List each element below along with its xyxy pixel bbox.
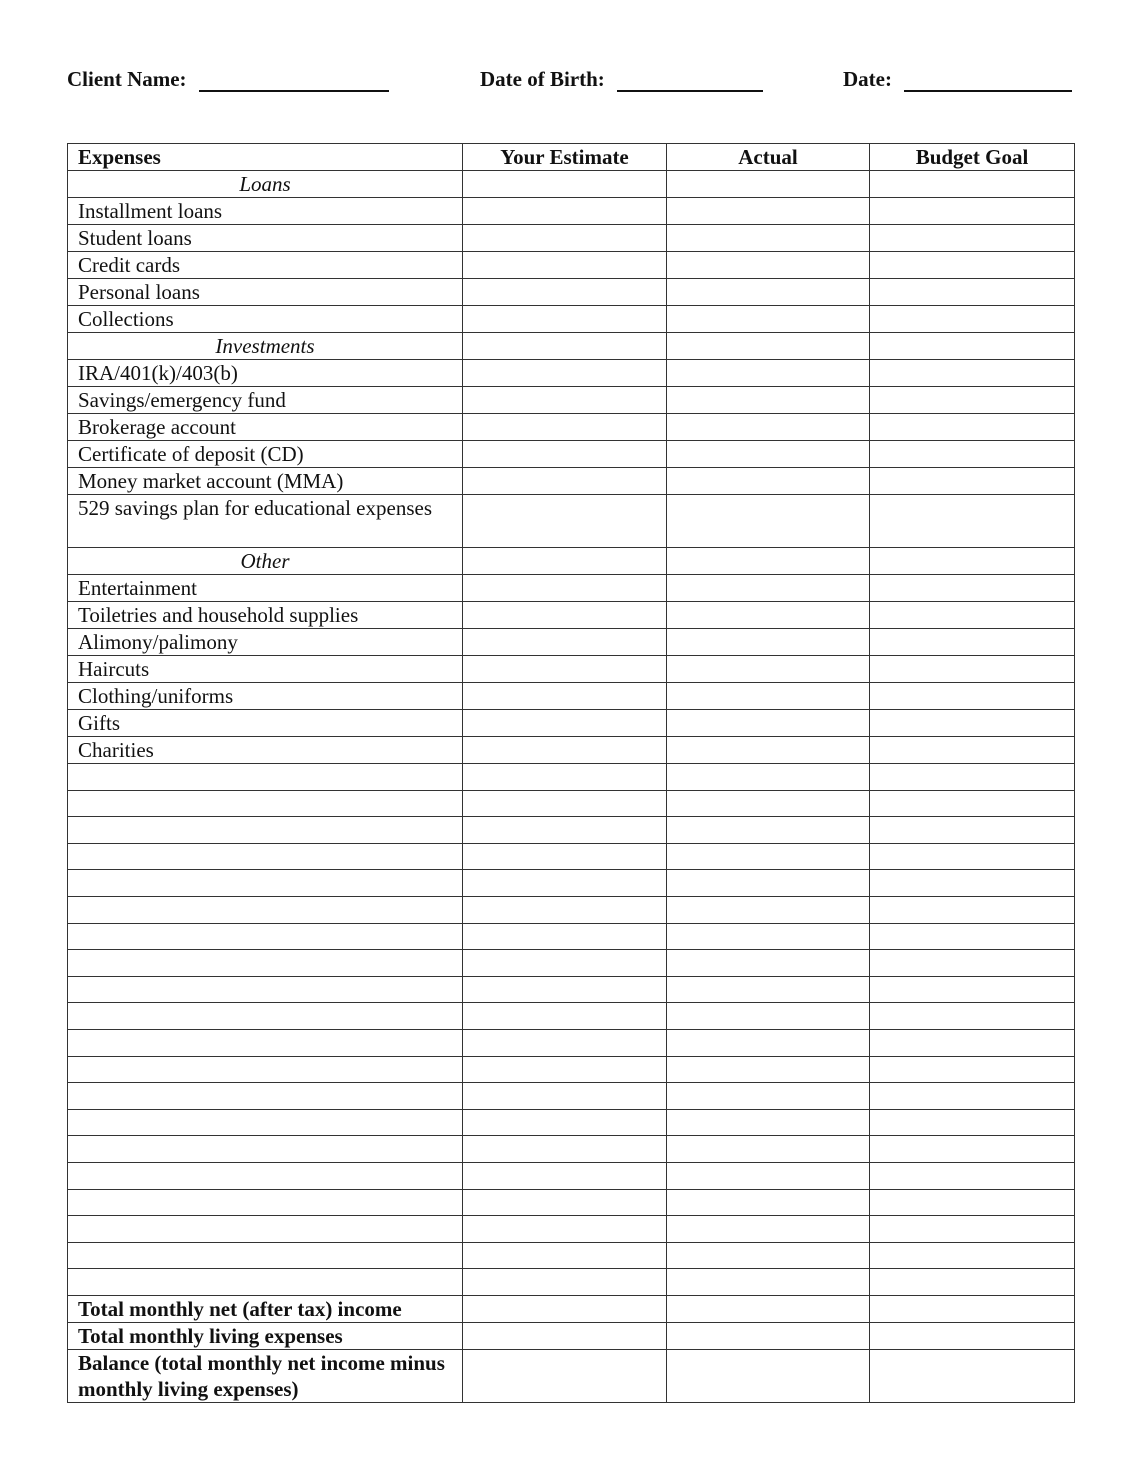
budget-goal-cell[interactable] <box>870 656 1075 683</box>
expense-label: Clothing/uniforms <box>68 683 463 710</box>
expense-label[interactable] <box>68 1269 463 1296</box>
budget-goal-cell[interactable] <box>870 1109 1075 1136</box>
your-estimate-cell[interactable] <box>463 1029 667 1056</box>
budget-goal-cell[interactable] <box>870 575 1075 602</box>
date-of-birth-blank[interactable] <box>617 66 763 92</box>
total-row <box>68 1322 1075 1349</box>
actual-cell[interactable] <box>667 360 870 387</box>
expense-label[interactable] <box>68 1216 463 1243</box>
your-estimate-cell[interactable] <box>463 198 667 225</box>
date-field <box>843 66 1072 92</box>
expense-label: Installment loans <box>68 198 463 225</box>
actual-cell[interactable] <box>667 225 870 252</box>
table-row <box>68 629 1075 656</box>
section-heading: Other <box>68 548 463 575</box>
budget-goal-cell[interactable] <box>870 306 1075 333</box>
your-estimate-cell[interactable] <box>463 976 667 1003</box>
your-estimate-cell[interactable] <box>463 414 667 441</box>
table-row <box>68 198 1075 225</box>
budget-goal-cell[interactable] <box>870 252 1075 279</box>
your-estimate-cell[interactable] <box>463 1109 667 1136</box>
table-row <box>68 737 1075 764</box>
your-estimate-cell[interactable] <box>463 1269 667 1296</box>
your-estimate-cell[interactable] <box>463 279 667 306</box>
actual-cell[interactable] <box>667 1349 870 1402</box>
your-estimate-cell[interactable] <box>463 1083 667 1110</box>
table-row <box>68 279 1075 306</box>
table-row <box>68 950 1075 977</box>
your-estimate-cell <box>463 171 667 198</box>
expense-label[interactable] <box>68 843 463 870</box>
budget-goal-cell[interactable] <box>870 198 1075 225</box>
table-row <box>68 1083 1075 1110</box>
expense-label: Total monthly living expenses <box>68 1322 463 1349</box>
expense-label: 529 savings plan for educational expenses <box>68 495 463 548</box>
expense-label: Haircuts <box>68 656 463 683</box>
budget-goal-cell[interactable] <box>870 468 1075 495</box>
budget-goal-cell[interactable] <box>870 279 1075 306</box>
actual-cell[interactable] <box>667 1029 870 1056</box>
budget-goal-cell[interactable] <box>870 870 1075 897</box>
expense-label[interactable] <box>68 950 463 977</box>
budget-goal-cell[interactable] <box>870 1216 1075 1243</box>
expense-label: Personal loans <box>68 279 463 306</box>
budget-goal-cell[interactable] <box>870 1295 1075 1322</box>
actual-cell[interactable] <box>667 387 870 414</box>
your-estimate-cell[interactable] <box>463 1349 667 1402</box>
your-estimate-cell[interactable] <box>463 225 667 252</box>
expense-label: Money market account (MMA) <box>68 468 463 495</box>
column-header-budget-goal: Budget Goal <box>870 144 1075 171</box>
your-estimate-cell[interactable] <box>463 656 667 683</box>
your-estimate-cell[interactable] <box>463 790 667 817</box>
budget-table <box>67 143 1075 1403</box>
table-row <box>68 1136 1075 1163</box>
date-of-birth-field <box>480 66 763 92</box>
total-row <box>68 1295 1075 1322</box>
budget-goal-cell[interactable] <box>870 1269 1075 1296</box>
actual-cell[interactable] <box>667 950 870 977</box>
table-row <box>68 1056 1075 1083</box>
actual-cell[interactable] <box>667 629 870 656</box>
your-estimate-cell[interactable] <box>463 870 667 897</box>
actual-cell[interactable] <box>667 441 870 468</box>
budget-goal-cell <box>870 171 1075 198</box>
budget-goal-cell[interactable] <box>870 817 1075 844</box>
expense-label[interactable] <box>68 976 463 1003</box>
budget-goal-cell[interactable] <box>870 387 1075 414</box>
actual-cell[interactable] <box>667 1109 870 1136</box>
budget-goal-cell <box>870 333 1075 360</box>
expense-label: Balance (total monthly net income minus monthly living expenses) <box>68 1349 463 1402</box>
budget-goal-cell[interactable] <box>870 790 1075 817</box>
actual-cell[interactable] <box>667 1295 870 1322</box>
table-row <box>68 923 1075 950</box>
expense-label[interactable] <box>68 790 463 817</box>
your-estimate-cell[interactable] <box>463 764 667 791</box>
table-row <box>68 764 1075 791</box>
actual-cell[interactable] <box>667 790 870 817</box>
table-header-row <box>68 144 1075 171</box>
actual-cell[interactable] <box>667 843 870 870</box>
expense-label: IRA/401(k)/403(b) <box>68 360 463 387</box>
expense-label[interactable] <box>68 1056 463 1083</box>
actual-cell[interactable] <box>667 656 870 683</box>
table-row <box>68 1109 1075 1136</box>
budget-goal-cell[interactable] <box>870 1056 1075 1083</box>
table-row <box>68 1269 1075 1296</box>
your-estimate-cell[interactable] <box>463 575 667 602</box>
budget-goal-cell[interactable] <box>870 843 1075 870</box>
table-row <box>68 387 1075 414</box>
actual-cell[interactable] <box>667 1162 870 1189</box>
actual-cell[interactable] <box>667 279 870 306</box>
actual-cell[interactable] <box>667 976 870 1003</box>
table-row <box>68 843 1075 870</box>
table-row <box>68 896 1075 923</box>
actual-cell[interactable] <box>667 1216 870 1243</box>
actual-cell[interactable] <box>667 896 870 923</box>
your-estimate-cell[interactable] <box>463 387 667 414</box>
actual-cell[interactable] <box>667 923 870 950</box>
actual-cell[interactable] <box>667 1056 870 1083</box>
table-row <box>68 710 1075 737</box>
your-estimate-cell[interactable] <box>463 1162 667 1189</box>
your-estimate-cell[interactable] <box>463 1295 667 1322</box>
actual-cell[interactable] <box>667 1322 870 1349</box>
date-of-birth-label: Date of Birth: <box>480 67 605 91</box>
table-row <box>68 575 1075 602</box>
your-estimate-cell[interactable] <box>463 495 667 548</box>
client-name-label: Client Name: <box>67 67 187 91</box>
column-header-expenses: Expenses <box>68 144 463 171</box>
your-estimate-cell[interactable] <box>463 1003 667 1030</box>
your-estimate-cell[interactable] <box>463 360 667 387</box>
budget-goal-cell[interactable] <box>870 1029 1075 1056</box>
date-label: Date: <box>843 67 892 91</box>
actual-cell[interactable] <box>667 198 870 225</box>
expense-label[interactable] <box>68 1189 463 1216</box>
actual-cell[interactable] <box>667 252 870 279</box>
actual-cell <box>667 548 870 575</box>
your-estimate-cell <box>463 548 667 575</box>
section-row <box>68 548 1075 575</box>
actual-cell[interactable] <box>667 575 870 602</box>
actual-cell[interactable] <box>667 1242 870 1269</box>
actual-cell[interactable] <box>667 710 870 737</box>
table-row <box>68 1242 1075 1269</box>
table-row <box>68 1216 1075 1243</box>
client-name-blank[interactable] <box>199 66 389 92</box>
your-estimate-cell <box>463 333 667 360</box>
actual-cell[interactable] <box>667 870 870 897</box>
budget-goal-cell[interactable] <box>870 602 1075 629</box>
actual-cell[interactable] <box>667 602 870 629</box>
table-row <box>68 414 1075 441</box>
section-heading: Loans <box>68 171 463 198</box>
table-row <box>68 495 1075 548</box>
table-row <box>68 306 1075 333</box>
expense-label: Entertainment <box>68 575 463 602</box>
budget-goal-cell[interactable] <box>870 896 1075 923</box>
budget-goal-cell[interactable] <box>870 441 1075 468</box>
expense-label: Alimony/palimony <box>68 629 463 656</box>
your-estimate-cell[interactable] <box>463 817 667 844</box>
budget-goal-cell[interactable] <box>870 1242 1075 1269</box>
budget-goal-cell[interactable] <box>870 1349 1075 1402</box>
total-row <box>68 1349 1075 1402</box>
your-estimate-cell[interactable] <box>463 1056 667 1083</box>
budget-goal-cell[interactable] <box>870 1322 1075 1349</box>
budget-goal-cell[interactable] <box>870 683 1075 710</box>
actual-cell[interactable] <box>667 306 870 333</box>
your-estimate-cell[interactable] <box>463 710 667 737</box>
actual-cell[interactable] <box>667 1189 870 1216</box>
table-row <box>68 976 1075 1003</box>
client-name-field <box>67 66 389 92</box>
table-row <box>68 252 1075 279</box>
budget-goal-cell[interactable] <box>870 923 1075 950</box>
budget-goal-cell <box>870 548 1075 575</box>
expense-label: Credit cards <box>68 252 463 279</box>
expense-label[interactable] <box>68 1242 463 1269</box>
actual-cell[interactable] <box>667 414 870 441</box>
table-row <box>68 225 1075 252</box>
expense-label: Brokerage account <box>68 414 463 441</box>
expense-label[interactable] <box>68 1083 463 1110</box>
expense-label[interactable] <box>68 896 463 923</box>
expense-label[interactable] <box>68 1136 463 1163</box>
your-estimate-cell[interactable] <box>463 1216 667 1243</box>
your-estimate-cell[interactable] <box>463 629 667 656</box>
section-heading: Investments <box>68 333 463 360</box>
expense-label[interactable] <box>68 1109 463 1136</box>
actual-cell <box>667 171 870 198</box>
table-row <box>68 468 1075 495</box>
your-estimate-cell[interactable] <box>463 441 667 468</box>
actual-cell[interactable] <box>667 737 870 764</box>
section-row <box>68 333 1075 360</box>
expense-label: Collections <box>68 306 463 333</box>
your-estimate-cell[interactable] <box>463 950 667 977</box>
table-row <box>68 656 1075 683</box>
your-estimate-cell[interactable] <box>463 896 667 923</box>
actual-cell[interactable] <box>667 1269 870 1296</box>
budget-goal-cell[interactable] <box>870 764 1075 791</box>
budget-goal-cell[interactable] <box>870 950 1075 977</box>
budget-goal-cell[interactable] <box>870 1136 1075 1163</box>
budget-goal-cell[interactable] <box>870 1162 1075 1189</box>
budget-goal-cell[interactable] <box>870 1003 1075 1030</box>
actual-cell[interactable] <box>667 495 870 548</box>
budget-goal-cell[interactable] <box>870 1189 1075 1216</box>
expense-label: Charities <box>68 737 463 764</box>
table-row <box>68 790 1075 817</box>
table-row <box>68 683 1075 710</box>
your-estimate-cell[interactable] <box>463 1322 667 1349</box>
expense-label[interactable] <box>68 923 463 950</box>
column-header-actual: Actual <box>667 144 870 171</box>
expense-label: Total monthly net (after tax) income <box>68 1295 463 1322</box>
table-row <box>68 602 1075 629</box>
actual-cell[interactable] <box>667 683 870 710</box>
table-row <box>68 1029 1075 1056</box>
budget-goal-cell[interactable] <box>870 710 1075 737</box>
table-row <box>68 441 1075 468</box>
actual-cell[interactable] <box>667 1083 870 1110</box>
budget-goal-cell[interactable] <box>870 629 1075 656</box>
your-estimate-cell[interactable] <box>463 1136 667 1163</box>
expense-label[interactable] <box>68 1029 463 1056</box>
budget-goal-cell[interactable] <box>870 414 1075 441</box>
expense-label[interactable] <box>68 1003 463 1030</box>
table-row <box>68 1003 1075 1030</box>
table-row <box>68 360 1075 387</box>
your-estimate-cell[interactable] <box>463 602 667 629</box>
expense-label[interactable] <box>68 817 463 844</box>
section-row <box>68 171 1075 198</box>
your-estimate-cell[interactable] <box>463 923 667 950</box>
actual-cell[interactable] <box>667 764 870 791</box>
budget-goal-cell[interactable] <box>870 976 1075 1003</box>
your-estimate-cell[interactable] <box>463 252 667 279</box>
actual-cell[interactable] <box>667 1003 870 1030</box>
your-estimate-cell[interactable] <box>463 1242 667 1269</box>
your-estimate-cell[interactable] <box>463 1189 667 1216</box>
your-estimate-cell[interactable] <box>463 683 667 710</box>
budget-goal-cell[interactable] <box>870 737 1075 764</box>
budget-goal-cell[interactable] <box>870 495 1075 548</box>
table-row <box>68 817 1075 844</box>
table-row <box>68 1189 1075 1216</box>
expense-label: Certificate of deposit (CD) <box>68 441 463 468</box>
actual-cell <box>667 333 870 360</box>
your-estimate-cell[interactable] <box>463 306 667 333</box>
expense-label[interactable] <box>68 1162 463 1189</box>
your-estimate-cell[interactable] <box>463 468 667 495</box>
table-row <box>68 1162 1075 1189</box>
budget-goal-cell[interactable] <box>870 1083 1075 1110</box>
your-estimate-cell[interactable] <box>463 843 667 870</box>
expense-label: Gifts <box>68 710 463 737</box>
column-header-your-estimate: Your Estimate <box>463 144 667 171</box>
actual-cell[interactable] <box>667 817 870 844</box>
your-estimate-cell[interactable] <box>463 737 667 764</box>
budget-goal-cell[interactable] <box>870 225 1075 252</box>
date-blank[interactable] <box>904 66 1072 92</box>
table-row <box>68 870 1075 897</box>
actual-cell[interactable] <box>667 1136 870 1163</box>
expense-label: Savings/emergency fund <box>68 387 463 414</box>
expense-label: Toiletries and household supplies <box>68 602 463 629</box>
budget-goal-cell[interactable] <box>870 360 1075 387</box>
expense-label: Student loans <box>68 225 463 252</box>
expense-label[interactable] <box>68 764 463 791</box>
expense-label[interactable] <box>68 870 463 897</box>
actual-cell[interactable] <box>667 468 870 495</box>
